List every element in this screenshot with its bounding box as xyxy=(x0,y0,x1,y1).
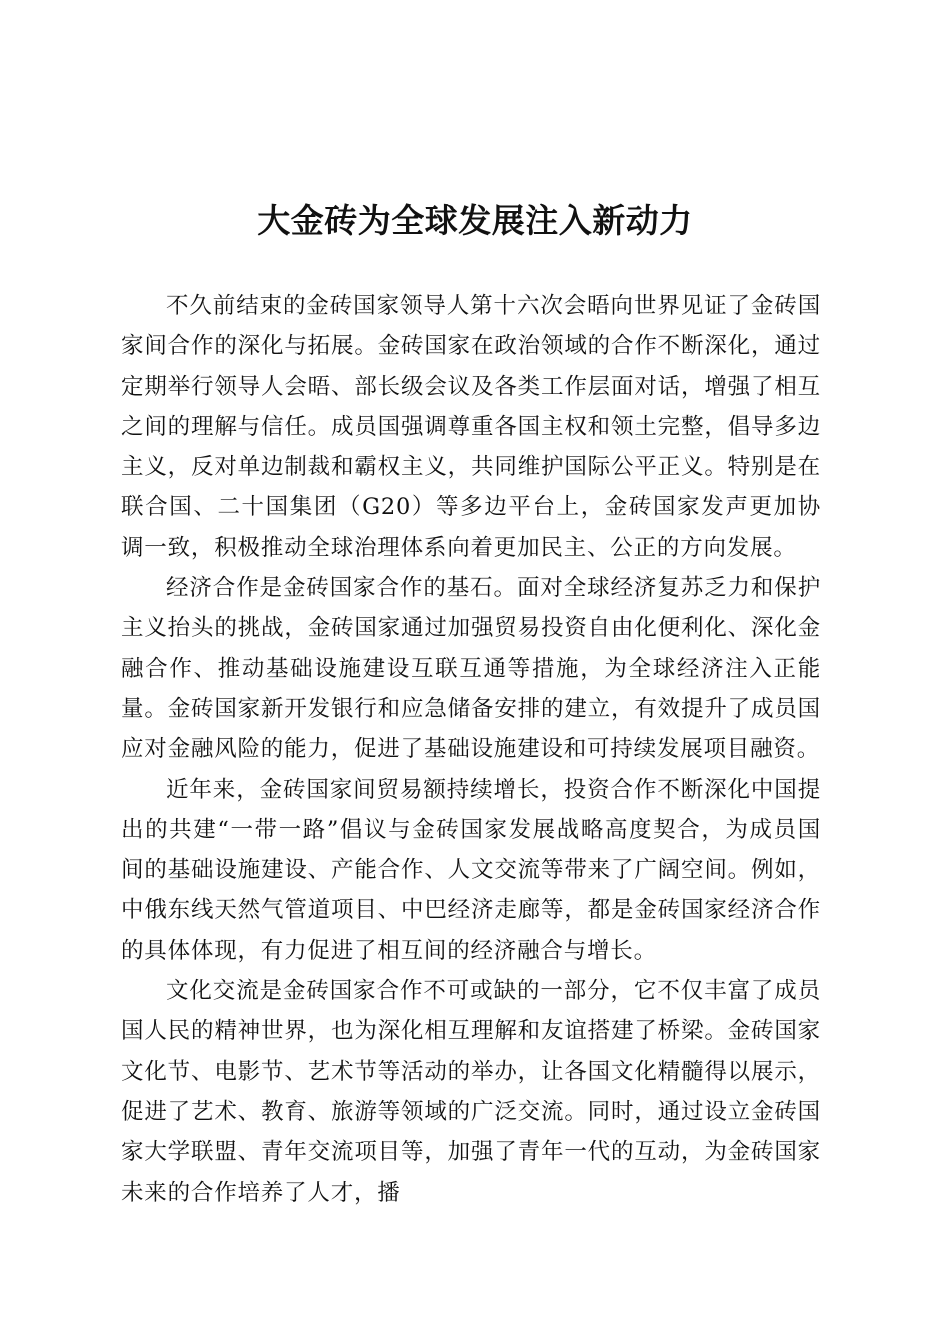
paragraph-trade: 近年来，金砖国家间贸易额持续增长，投资合作不断深化中国提出的共建“一带一路”倡议与金砖国家发展战略高度契合，为成员国间的基础设施建设、产能合作、人文交流等带来了广阔空间。例如，中俄东线天然气管道项目、中巴经济走廊等，都是金砖国家经济合作的具体体现，有力促进了相互间的经济融合与增长。 xyxy=(121,776,821,964)
document-body xyxy=(121,286,821,1213)
paragraph-culture: 文化交流是金砖国家合作不可或缺的一部分，它不仅丰富了成员国人民的精神世界，也为深化相互理解和友谊搭建了桥梁。金砖国家文化节、电影节、艺术节等活动的举办，让各国文化精髓得以展示，促进了艺术、教育、旅游等领域的广泛交流。同时，通过设立金砖国家大学联盟、青年交流项目等，加强了青年一代的互动，为金砖国家未来的合作培养了人才，播 xyxy=(121,978,821,1206)
document-title: 大金砖为全球发展注入新动力 xyxy=(257,201,693,240)
paragraph-politics: 不久前结束的金砖国家领导人第十六次会晤向世界见证了金砖国家间合作的深化与拓展。金砖国家在政治领域的合作不断深化，通过定期举行领导人会晤、部长级会议及各类工作层面对话，增强了相互之间的理解与信任。成员国强调尊重各国主权和领土完整，倡导多边主义，反对单边制裁和霸权主义，共同维护国际公平正义。特别是在联合国、二十国集团（G20）等多边平台上，金砖国家发声更加协调一致，积极推动全球治理体系向着更加民主、公正的方向发展。 xyxy=(121,293,821,561)
paragraph-economy: 经济合作是金砖国家合作的基石。面对全球经济复苏乏力和保护主义抬头的挑战，金砖国家通过加强贸易投资自由化便利化、深化金融合作、推动基础设施建设互联互通等措施，为全球经济注入正能量。金砖国家新开发银行和应急储备安排的建立，有效提升了成员国应对金融风险的能力，促进了基础设施建设和可持续发展项目融资。 xyxy=(121,575,821,763)
